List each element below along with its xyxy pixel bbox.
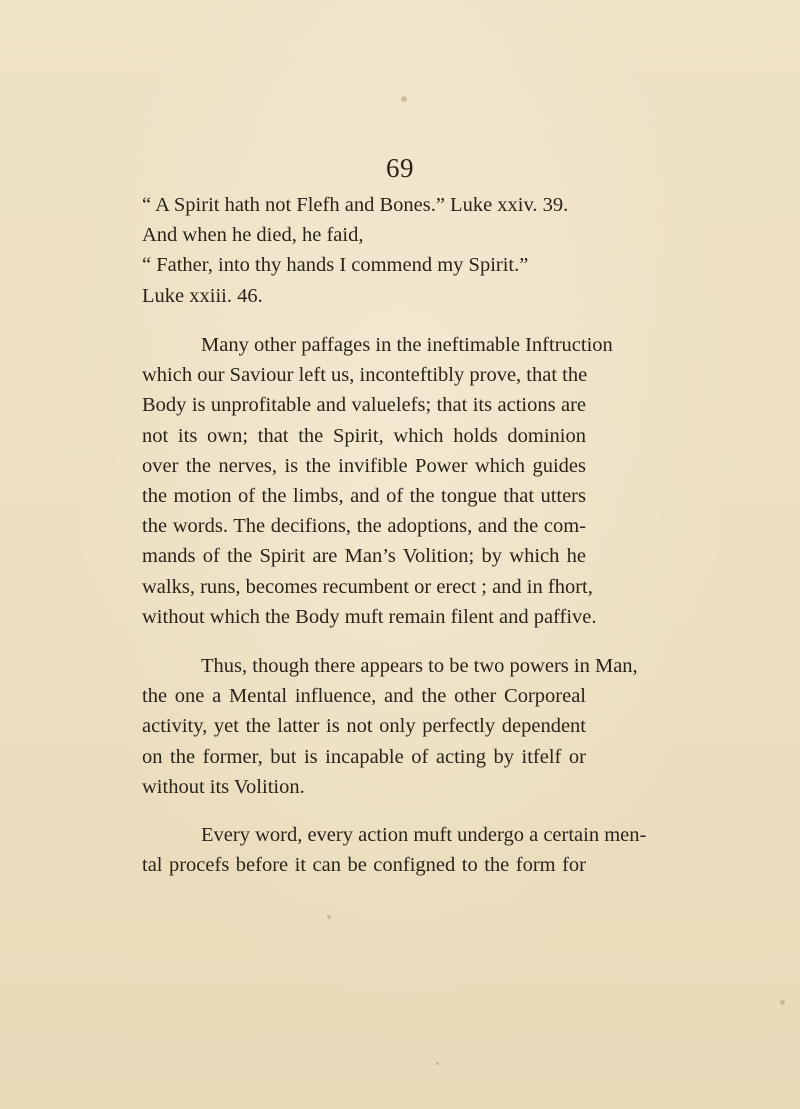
foxing-spot <box>436 1062 439 1065</box>
foxing-spot <box>780 1000 785 1005</box>
paragraph-line: without its Volition. <box>142 775 305 798</box>
paragraph-line: Many other paffages in the ineftimable Inftruction <box>201 334 613 356</box>
paragraph-line: the one a Mental influence, and the other Corporeal <box>142 685 586 708</box>
quote-line: And when he died, he faid, <box>142 224 364 247</box>
paragraph <box>142 820 647 880</box>
quote-line: Luke xxiii. 46. <box>142 284 263 307</box>
paragraph-line: tal procefs before it can be configned to the form for <box>142 854 586 877</box>
paragraph <box>142 651 638 802</box>
paragraph-line: Thus, though there appears to be two powers in Man, <box>201 655 638 677</box>
quote-line: “ Father, into thy hands I commend my Spirit.” <box>142 254 529 277</box>
paragraph-line: Body is unprofitable and valuelefs; that its actions are <box>142 394 586 417</box>
paragraph-line: not its own; that the Spirit, which holds dominion <box>142 424 586 447</box>
foxing-spot <box>401 96 407 102</box>
paragraph-line: mands of the Spirit are Man’s Volition; by which he <box>142 545 586 568</box>
scripture-quote <box>142 190 586 311</box>
paragraph <box>142 330 613 632</box>
paragraph-line: the words. The decifions, the adoptions, and the com- <box>142 515 586 538</box>
page-number: 69 <box>386 153 414 183</box>
paragraph-line: which our Saviour left us, inconteftibly prove, that the <box>142 364 588 387</box>
paragraph-line: the motion of the limbs, and of the tongue that utters <box>142 485 586 508</box>
foxing-spot <box>327 915 331 919</box>
quote-line: “ A Spirit hath not Flefh and Bones.” Luke xxiv. 39. <box>142 194 569 216</box>
paragraph-line: Every word, every action muft undergo a certain men- <box>201 824 647 846</box>
paragraph-line: without which the Body muft remain filent and paffive. <box>142 605 597 628</box>
paragraph-line: over the nerves, is the invifible Power which guides <box>142 454 586 477</box>
paragraph-line: activity, yet the latter is not only perfectly dependent <box>142 715 586 738</box>
paragraph-line: on the former, but is incapable of acting by itfelf or <box>142 745 586 768</box>
paragraph-line: walks, runs, becomes recumbent or erect ; and in fhort, <box>142 575 593 598</box>
